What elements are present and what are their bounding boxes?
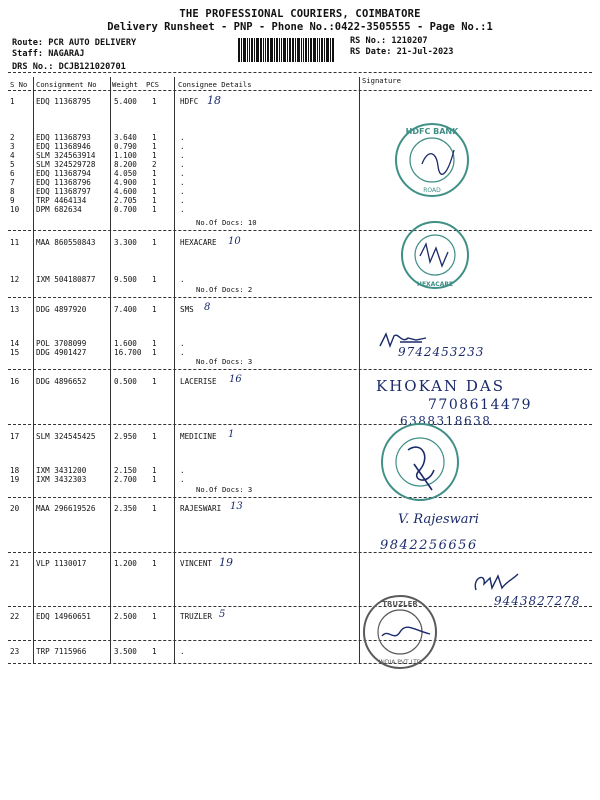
row-consignment[interactable]: EDQ 14960651 bbox=[36, 612, 91, 621]
row-pcs: 1 bbox=[152, 205, 157, 214]
divider bbox=[8, 72, 592, 73]
row-sno: 20 bbox=[10, 504, 20, 513]
barcode-bar bbox=[319, 38, 320, 62]
handwritten-phone: 6388318638 bbox=[400, 414, 492, 428]
barcode-bar bbox=[324, 38, 325, 62]
barcode-bar bbox=[263, 38, 264, 62]
doc-count: No.Of Docs: 3 bbox=[196, 357, 253, 366]
row-pcs: 1 bbox=[152, 187, 157, 196]
row-consignment[interactable]: MAA 296619526 bbox=[36, 504, 96, 513]
row-weight: 3.640 bbox=[114, 133, 137, 142]
row-sno: 5 bbox=[10, 160, 15, 169]
barcode-bar bbox=[326, 38, 329, 62]
row-sno: 7 bbox=[10, 178, 15, 187]
row-sno: 22 bbox=[10, 612, 20, 621]
barcode-bar bbox=[241, 38, 242, 62]
hdfc-stamp bbox=[392, 120, 472, 200]
row-weight: 2.705 bbox=[114, 196, 137, 205]
row-consignment[interactable]: DDG 4897920 bbox=[36, 305, 87, 314]
row-pcs: 1 bbox=[152, 238, 157, 247]
row-sno: 23 bbox=[10, 647, 20, 656]
row-consignee: . bbox=[180, 647, 185, 656]
row-consignment[interactable]: EDQ 11368946 bbox=[36, 142, 91, 151]
row-pcs: 1 bbox=[152, 97, 157, 106]
handwritten-name: KHOKAN DAS bbox=[376, 377, 506, 395]
row-weight: 2.350 bbox=[114, 504, 137, 513]
table-row bbox=[0, 647, 600, 657]
table-row bbox=[0, 559, 600, 569]
handwritten-count: 1 bbox=[228, 429, 235, 440]
barcode-bar bbox=[270, 38, 273, 62]
row-consignment[interactable]: EDQ 11368795 bbox=[36, 97, 91, 106]
barcode-bar bbox=[249, 38, 250, 62]
row-consignee: . bbox=[180, 178, 185, 187]
row-consignee: MEDICINE bbox=[180, 432, 217, 441]
row-weight: 1.600 bbox=[114, 339, 137, 348]
table-row bbox=[0, 275, 600, 285]
divider bbox=[8, 90, 592, 91]
row-consignee: TRUZLER bbox=[180, 612, 213, 621]
row-weight: 2.500 bbox=[114, 612, 137, 621]
row-pcs: 1 bbox=[152, 475, 157, 484]
barcode-bar bbox=[281, 38, 282, 62]
row-sno: 12 bbox=[10, 275, 20, 284]
row-pcs: 1 bbox=[152, 275, 157, 284]
row-consignment[interactable]: IXM 3432303 bbox=[36, 475, 87, 484]
barcode-bar bbox=[243, 38, 246, 62]
row-consignee: . bbox=[180, 475, 185, 484]
row-weight: 1.100 bbox=[114, 151, 137, 160]
row-consignee: HEXACARE bbox=[180, 238, 217, 247]
row-sno: 18 bbox=[10, 466, 20, 475]
row-consignment[interactable]: POL 3708099 bbox=[36, 339, 87, 348]
handwritten-count: 5 bbox=[219, 609, 226, 620]
row-sno: 19 bbox=[10, 475, 20, 484]
row-weight: 2.950 bbox=[114, 432, 137, 441]
divider bbox=[8, 424, 592, 425]
row-consignee: LACERISE bbox=[180, 377, 217, 386]
row-weight: 3.300 bbox=[114, 238, 137, 247]
row-pcs: 1 bbox=[152, 466, 157, 475]
row-pcs: 2 bbox=[152, 160, 157, 169]
row-weight: 4.900 bbox=[114, 178, 137, 187]
handwritten-name: V. Rajeswari bbox=[398, 512, 479, 527]
medicine-stamp bbox=[378, 420, 462, 504]
row-pcs: 1 bbox=[152, 432, 157, 441]
barcode-bar bbox=[283, 38, 286, 62]
row-consignment[interactable]: SLM 324529728 bbox=[36, 160, 96, 169]
handwritten-phone: 9742453233 bbox=[398, 345, 485, 359]
table-row bbox=[0, 504, 600, 514]
row-pcs: 1 bbox=[152, 377, 157, 386]
row-pcs: 1 bbox=[152, 133, 157, 142]
row-weight: 0.700 bbox=[114, 205, 137, 214]
runsheet-subtitle: Delivery Runsheet - PNP - Phone No.:0422-3505555 - Page No.:1 bbox=[107, 21, 493, 33]
row-pcs: 1 bbox=[152, 151, 157, 160]
row-pcs: 1 bbox=[152, 339, 157, 348]
barcode-bar bbox=[301, 38, 302, 62]
row-consignee: . bbox=[180, 196, 185, 205]
stamp-text: ROAD bbox=[423, 187, 441, 194]
row-consignee: SMS bbox=[180, 305, 194, 314]
row-consignee: . bbox=[180, 348, 185, 357]
row-consignee: . bbox=[180, 339, 185, 348]
row-consignment[interactable]: DPM 682634 bbox=[36, 205, 82, 214]
divider bbox=[8, 552, 592, 553]
barcode-bar bbox=[256, 38, 259, 62]
barcode-bar bbox=[274, 38, 275, 62]
row-consignment[interactable]: IXM 504180877 bbox=[36, 275, 96, 284]
rs-date: RS Date: 21-Jul-2023 bbox=[350, 47, 454, 57]
row-pcs: 1 bbox=[152, 348, 157, 357]
row-consignee: . bbox=[180, 160, 185, 169]
row-pcs: 1 bbox=[152, 559, 157, 568]
row-consignee: . bbox=[180, 205, 185, 214]
barcode-bar bbox=[254, 38, 255, 62]
table-row bbox=[0, 475, 600, 485]
row-consignee: RAJESWARI bbox=[180, 504, 222, 513]
route-label: Route: PCR AUTO DELIVERY bbox=[12, 38, 137, 48]
row-sno: 21 bbox=[10, 559, 20, 568]
barcode-bar bbox=[332, 38, 334, 62]
row-consignee: . bbox=[180, 151, 185, 160]
barcode-bar bbox=[276, 38, 278, 62]
row-sno: 4 bbox=[10, 151, 15, 160]
barcode-bar bbox=[297, 38, 300, 62]
row-sno: 8 bbox=[10, 187, 15, 196]
barcode-bar bbox=[251, 38, 253, 62]
barcode-bar bbox=[313, 38, 316, 62]
col-consignment: Consignment No bbox=[36, 80, 97, 89]
row-consignment[interactable]: EDQ 11368794 bbox=[36, 169, 91, 178]
doc-count: No.Of Docs: 2 bbox=[196, 285, 253, 294]
barcode-bar bbox=[310, 38, 312, 62]
barcode-bar bbox=[308, 38, 309, 62]
row-consignment[interactable]: IXM 3431200 bbox=[36, 466, 87, 475]
row-consignment[interactable]: SLM 324563914 bbox=[36, 151, 96, 160]
barcode-bar bbox=[289, 38, 291, 62]
row-sno: 17 bbox=[10, 432, 20, 441]
row-pcs: 1 bbox=[152, 647, 157, 656]
row-pcs: 1 bbox=[152, 142, 157, 151]
row-weight: 16.700 bbox=[114, 348, 142, 357]
doc-count: No.Of Docs: 10 bbox=[196, 218, 257, 227]
handwritten-count: 18 bbox=[207, 94, 221, 107]
row-consignment[interactable]: SLM 324545425 bbox=[36, 432, 96, 441]
row-pcs: 1 bbox=[152, 196, 157, 205]
row-sno: 15 bbox=[10, 348, 20, 357]
row-sno: 3 bbox=[10, 142, 15, 151]
row-weight: 9.500 bbox=[114, 275, 137, 284]
table-row bbox=[0, 238, 600, 248]
row-consignee: . bbox=[180, 187, 185, 196]
table-row bbox=[0, 305, 600, 315]
divider bbox=[8, 369, 592, 370]
row-pcs: 1 bbox=[152, 504, 157, 513]
row-consignee: VINCENT bbox=[180, 559, 213, 568]
handwritten-count: 13 bbox=[230, 501, 243, 512]
row-weight: 2.700 bbox=[114, 475, 137, 484]
barcode-bar bbox=[303, 38, 304, 62]
barcode bbox=[238, 38, 342, 62]
row-consignment[interactable]: EDQ 11368793 bbox=[36, 133, 91, 142]
doc-count: No.Of Docs: 3 bbox=[196, 485, 253, 494]
barcode-bar bbox=[247, 38, 248, 62]
table-row bbox=[0, 432, 600, 442]
row-weight: 5.400 bbox=[114, 97, 137, 106]
truzler-stamp bbox=[360, 592, 440, 672]
handwritten-count: 8 bbox=[204, 302, 211, 313]
row-weight: 4.050 bbox=[114, 169, 137, 178]
row-consignment[interactable]: MAA 860550843 bbox=[36, 238, 96, 247]
barcode-bar bbox=[330, 38, 331, 62]
row-weight: 2.150 bbox=[114, 466, 137, 475]
handwritten-phone: 9842256656 bbox=[380, 538, 478, 553]
row-sno: 6 bbox=[10, 169, 15, 178]
page-title: THE PROFESSIONAL COURIERS, COIMBATORE bbox=[179, 8, 421, 20]
row-consignee: . bbox=[180, 466, 185, 475]
divider bbox=[8, 230, 592, 231]
rs-number: RS No.: 1210207 bbox=[350, 36, 428, 46]
row-consignment[interactable]: VLP 1130017 bbox=[36, 559, 87, 568]
stamp-text: INDIA PVT LTD bbox=[378, 659, 422, 666]
row-sno: 16 bbox=[10, 377, 20, 386]
row-consignment[interactable]: TRP 7115966 bbox=[36, 647, 87, 656]
barcode-bar bbox=[321, 38, 323, 62]
stamp-text: HDFC BANK bbox=[405, 127, 459, 136]
signature bbox=[472, 570, 522, 596]
row-consignment[interactable]: EDQ 11368796 bbox=[36, 178, 91, 187]
barcode-bar bbox=[305, 38, 307, 62]
barcode-bar bbox=[267, 38, 269, 62]
barcode-bar bbox=[317, 38, 318, 62]
row-weight: 8.200 bbox=[114, 160, 137, 169]
stamp-text: TRUZLER bbox=[382, 600, 418, 608]
table-row bbox=[0, 205, 600, 215]
divider bbox=[8, 640, 592, 641]
stamp-text: HEXACARE bbox=[416, 281, 454, 288]
row-consignment[interactable]: EDQ 11368797 bbox=[36, 187, 91, 196]
row-consignee: . bbox=[180, 133, 185, 142]
handwritten-phone: 7708614479 bbox=[428, 397, 533, 413]
barcode-bar bbox=[260, 38, 262, 62]
handwritten-count: 10 bbox=[228, 236, 241, 247]
row-pcs: 1 bbox=[152, 612, 157, 621]
row-consignee: . bbox=[180, 169, 185, 178]
table-row bbox=[0, 97, 600, 107]
col-pcs: PCS bbox=[146, 80, 159, 89]
row-pcs: 1 bbox=[152, 169, 157, 178]
table-row bbox=[0, 612, 600, 622]
row-sno: 14 bbox=[10, 339, 20, 348]
table-row bbox=[0, 377, 600, 387]
row-sno: 13 bbox=[10, 305, 20, 314]
barcode-bar bbox=[292, 38, 294, 62]
staff-label: Staff: NAGARAJ bbox=[12, 49, 85, 59]
row-consignee: HDFC bbox=[180, 97, 199, 106]
row-weight: 4.600 bbox=[114, 187, 137, 196]
barcode-bar bbox=[279, 38, 280, 62]
barcode-bar bbox=[265, 38, 266, 62]
row-weight: 1.200 bbox=[114, 559, 137, 568]
row-weight: 3.500 bbox=[114, 647, 137, 656]
row-pcs: 1 bbox=[152, 178, 157, 187]
row-sno: 2 bbox=[10, 133, 15, 142]
row-sno: 1 bbox=[10, 97, 15, 106]
col-sno: S No bbox=[10, 80, 28, 89]
row-weight: 0.790 bbox=[114, 142, 137, 151]
handwritten-count: 16 bbox=[229, 374, 242, 385]
row-consignment[interactable]: DDG 4896652 bbox=[36, 377, 87, 386]
barcode-bar bbox=[287, 38, 288, 62]
divider bbox=[8, 497, 592, 498]
table-row bbox=[0, 348, 600, 358]
row-pcs: 1 bbox=[152, 305, 157, 314]
drs-number: DRS No.: DCJB121020701 bbox=[12, 62, 126, 72]
row-weight: 7.400 bbox=[114, 305, 137, 314]
col-weight: Weight bbox=[112, 80, 138, 89]
handwritten-phone: 9443827278 bbox=[494, 594, 581, 608]
row-consignee: . bbox=[180, 142, 185, 151]
barcode-bar bbox=[295, 38, 296, 62]
barcode-bar bbox=[238, 38, 240, 62]
row-consignment[interactable]: TRP 4464134 bbox=[36, 196, 87, 205]
divider bbox=[8, 663, 592, 664]
row-sno: 11 bbox=[10, 238, 20, 247]
row-consignee: . bbox=[180, 275, 185, 284]
divider bbox=[8, 297, 592, 298]
row-weight: 0.500 bbox=[114, 377, 137, 386]
hexacare-stamp bbox=[398, 218, 472, 292]
row-sno: 9 bbox=[10, 196, 15, 205]
col-signature: Signature bbox=[362, 76, 401, 85]
handwritten-count: 19 bbox=[219, 556, 233, 569]
row-consignment[interactable]: DDG 4901427 bbox=[36, 348, 87, 357]
row-sno: 10 bbox=[10, 205, 20, 214]
col-consignee: Consignee Details bbox=[178, 80, 252, 89]
